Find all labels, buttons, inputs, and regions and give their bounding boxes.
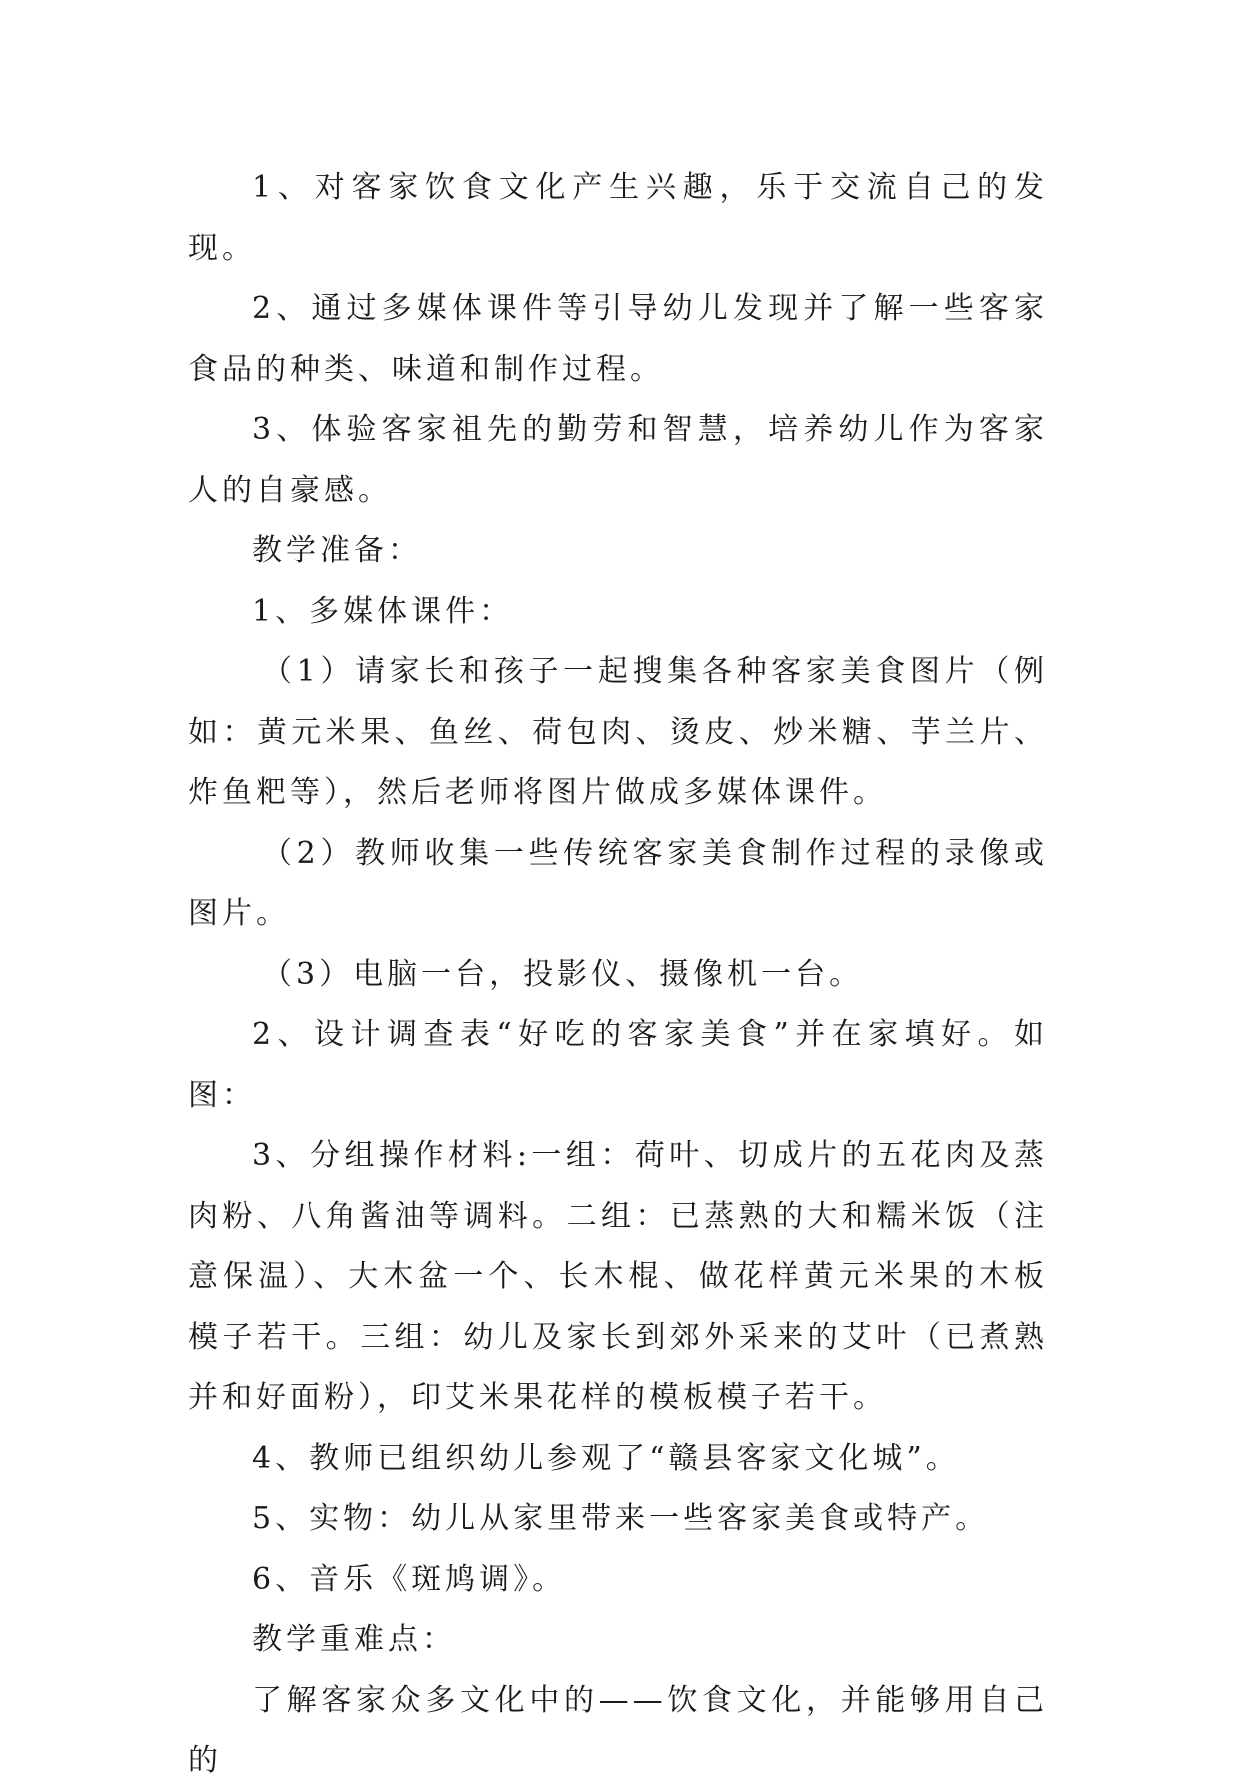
- prep-item-6: 6、音乐《斑鸠调》。: [252, 1561, 567, 1597]
- prep-item-5: 5、实物：幼儿从家里带来一些客家美食或特产。: [252, 1501, 990, 1536]
- goal-1: 1、对客家饮食文化产生兴趣，乐于交流自己的发现。: [188, 170, 1048, 266]
- section-heading-preparation: 教学准备：: [252, 533, 422, 568]
- goal-3: 3、体验客家祖先的勤劳和智慧，培养幼儿作为客家人的自豪感。: [188, 412, 1048, 508]
- prep-subitem-2: （2）教师收集一些传统客家美食制作过程的录像或图片。: [188, 835, 1048, 931]
- prep-subitem-1: （1）请家长和孩子一起搜集各种客家美食图片（例如：黄元米果、鱼丝、荷包肉、烫皮、炒米糖、芋兰片、炸鱼粑等），然后老师将图片做成多媒体课件。: [188, 654, 1048, 810]
- document-body: [188, 158, 1048, 1792]
- prep-item-2: 2、设计调查表“好吃的客家美食”并在家填好。如图：: [188, 1017, 1048, 1113]
- prep-subitem-3: （3）电脑一台，投影仪、摄像机一台。: [262, 956, 864, 992]
- prep-item-1: 1、多媒体课件：: [252, 593, 514, 629]
- key-points-text: 了解客家众多文化中的——饮食文化，并能够用自己的: [188, 1682, 1048, 1778]
- prep-item-3: 3、分组操作材料:一组：荷叶、切成片的五花肉及蒸肉粉、八角酱油等调料。二组：已蒸熟的大和糯米饭（注意保温）、大木盆一个、长木棍、做花样黄元米果的木板模子若干。三组：幼儿及家长到郊外采来的艾叶（已煮熟并和好面粉），印艾米果花样的模板模子若干。: [188, 1138, 1048, 1415]
- goal-2: 2、通过多媒体课件等引导幼儿发现并了解一些客家食品的种类、味道和制作过程。: [188, 291, 1048, 387]
- prep-item-4: 4、教师已组织幼儿参观了“赣县客家文化城”。: [252, 1440, 960, 1476]
- section-heading-key-points: 教学重难点：: [252, 1622, 456, 1657]
